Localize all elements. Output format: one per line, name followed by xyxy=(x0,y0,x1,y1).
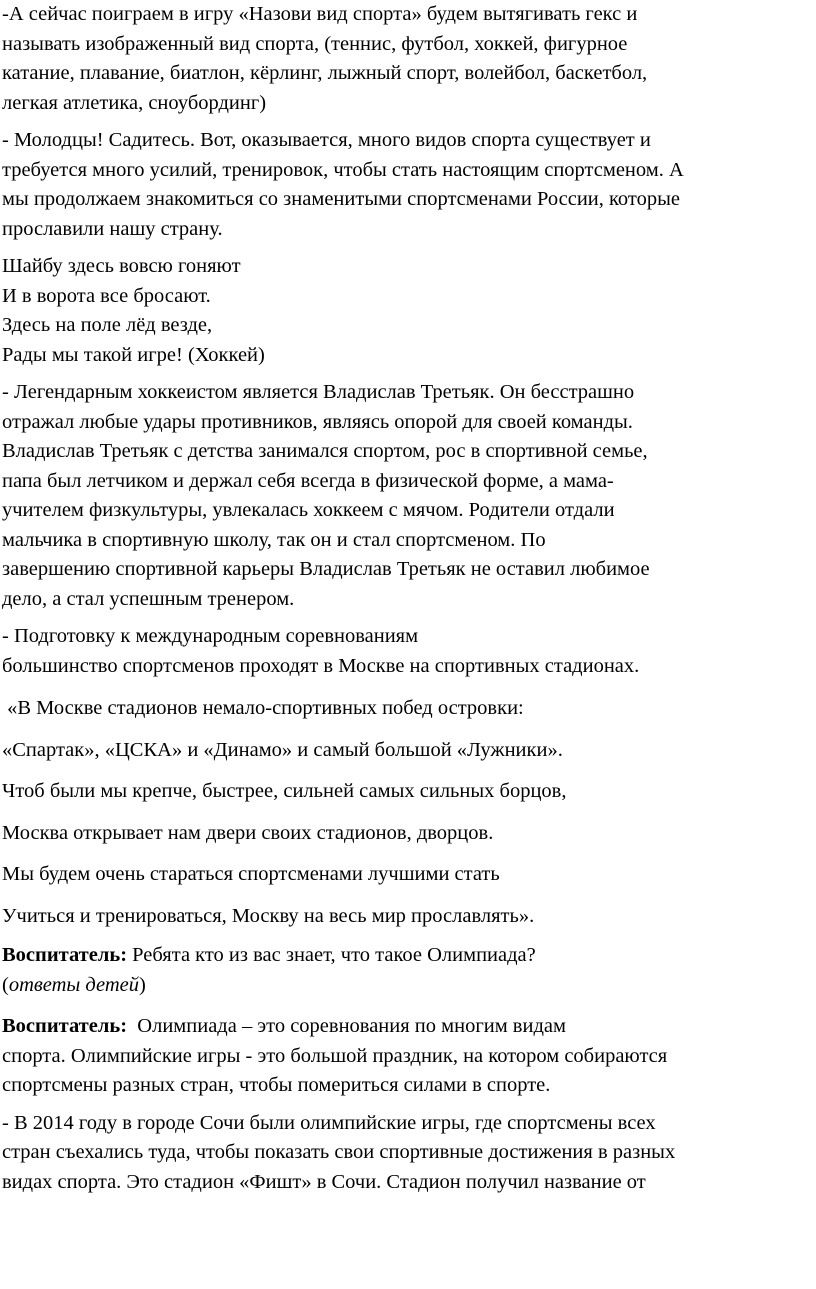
children-answers-note: ответы детей xyxy=(8,973,140,996)
text-line: - Легендарным хоккеистом является Владислав Третьяк. Он бесстрашно xyxy=(2,381,635,403)
poem-line: Здесь на поле лёд везде, xyxy=(2,314,213,336)
olympiad-question xyxy=(2,941,814,1000)
text-line: завершению спортивной карьеры Владислав Третьяк не оставил любимое xyxy=(2,558,650,580)
text-line: катание, плавание, биатлон, кёрлинг, лыжный спорт, волейбол, баскетбол, xyxy=(2,62,648,84)
poem-line: Шайбу здесь вовсю гоняют xyxy=(2,255,241,277)
poem-line: Москва открывает нам двери своих стадионов, дворцов. xyxy=(2,821,494,844)
moscow-stadiums-paragraph xyxy=(2,622,814,681)
text-line: спорта. Олимпийские игры - это большой праздник, на котором собираются xyxy=(2,1044,668,1067)
text-line: - Молодцы! Садитесь. Вот, оказывается, много видов спорта существует и xyxy=(2,129,651,151)
sochi-paragraph xyxy=(2,1109,814,1198)
text-line: большинство спортсменов проходят в Москве на спортивных стадионах. xyxy=(2,654,640,677)
speaker-label: Воспитатель: xyxy=(2,1015,128,1037)
text-line: учителем физкультуры, увлекалась хоккеем с мячом. Родители отдали xyxy=(2,499,615,521)
poem-line: «Спартак», «ЦСКА» и «Динамо» и самый большой «Лужники». xyxy=(2,738,563,761)
text-line: отражал любые удары противников, являясь опорой для своей команды. xyxy=(2,410,633,433)
poem-line: Рады мы такой игре! (Хоккей) xyxy=(2,343,265,366)
tretiak-paragraph xyxy=(2,378,814,614)
text-line: требуется много усилий, тренировок, чтобы стать настоящим спортсменом. А xyxy=(2,158,684,181)
poem-line: «В Москве стадионов немало-спортивных побед островки: xyxy=(2,697,524,719)
poem-line: И в ворота все бросают. xyxy=(2,284,211,307)
text-line: папа был летчиком и держал себя всегда в физической форме, а мама- xyxy=(2,469,614,492)
praise-paragraph xyxy=(2,126,814,244)
poem-line: Мы будем очень стараться спортсменами лучшими стать xyxy=(2,863,500,885)
text-line: называть изображенный вид спорта, (теннис, футбол, хоккей, фигурное xyxy=(2,32,628,55)
text-line: мы продолжаем знакомиться со знаменитыми спортсменами России, которые xyxy=(2,188,680,210)
close-paren: ) xyxy=(139,973,146,996)
text-line: Владислав Третьяк с детства занимался спортом, рос в спортивной семье, xyxy=(2,440,648,462)
poem-line: Чтоб были мы крепче, быстрее, сильней самых сильных борцов, xyxy=(2,780,567,802)
question-text: Ребята кто из вас знает, что такое Олимпиада? xyxy=(127,944,536,966)
text-line: дело, а стал успешным тренером. xyxy=(2,587,295,610)
game-intro-paragraph xyxy=(2,0,814,118)
text-line: спортсмены разных стран, чтобы помериться силами в спорте. xyxy=(2,1074,551,1096)
olympiad-definition xyxy=(2,1012,814,1101)
text-line: видах спорта. Это стадион «Фишт» в Сочи. Стадион получил название от xyxy=(2,1170,646,1193)
text-line: - Подготовку к международным соревнованиям xyxy=(2,625,419,647)
text-line: прославили нашу страну. xyxy=(2,217,223,240)
text-line: легкая атлетика, сноубординг) xyxy=(2,91,267,114)
speaker-label: Воспитатель: xyxy=(2,944,128,966)
text-line: -А сейчас поиграем в игру «Назови вид спорта» будем вытягивать гекс и xyxy=(2,3,638,25)
hockey-riddle xyxy=(2,252,814,370)
definition-text: Олимпиада – это соревнования по многим видам xyxy=(127,1015,566,1037)
document-page xyxy=(2,0,814,1205)
text-line: мальчика в спортивную школу, так он и стал спортсменом. По xyxy=(2,528,546,551)
open-paren: ( xyxy=(2,973,9,996)
poem-line: Учиться и тренироваться, Москву на весь мир прославлять». xyxy=(2,904,535,927)
text-line: стран съехались туда, чтобы показать свои спортивные достижения в разных xyxy=(2,1141,676,1163)
text-line: - В 2014 году в городе Сочи были олимпийские игры, где спортсмены всех xyxy=(2,1111,656,1134)
